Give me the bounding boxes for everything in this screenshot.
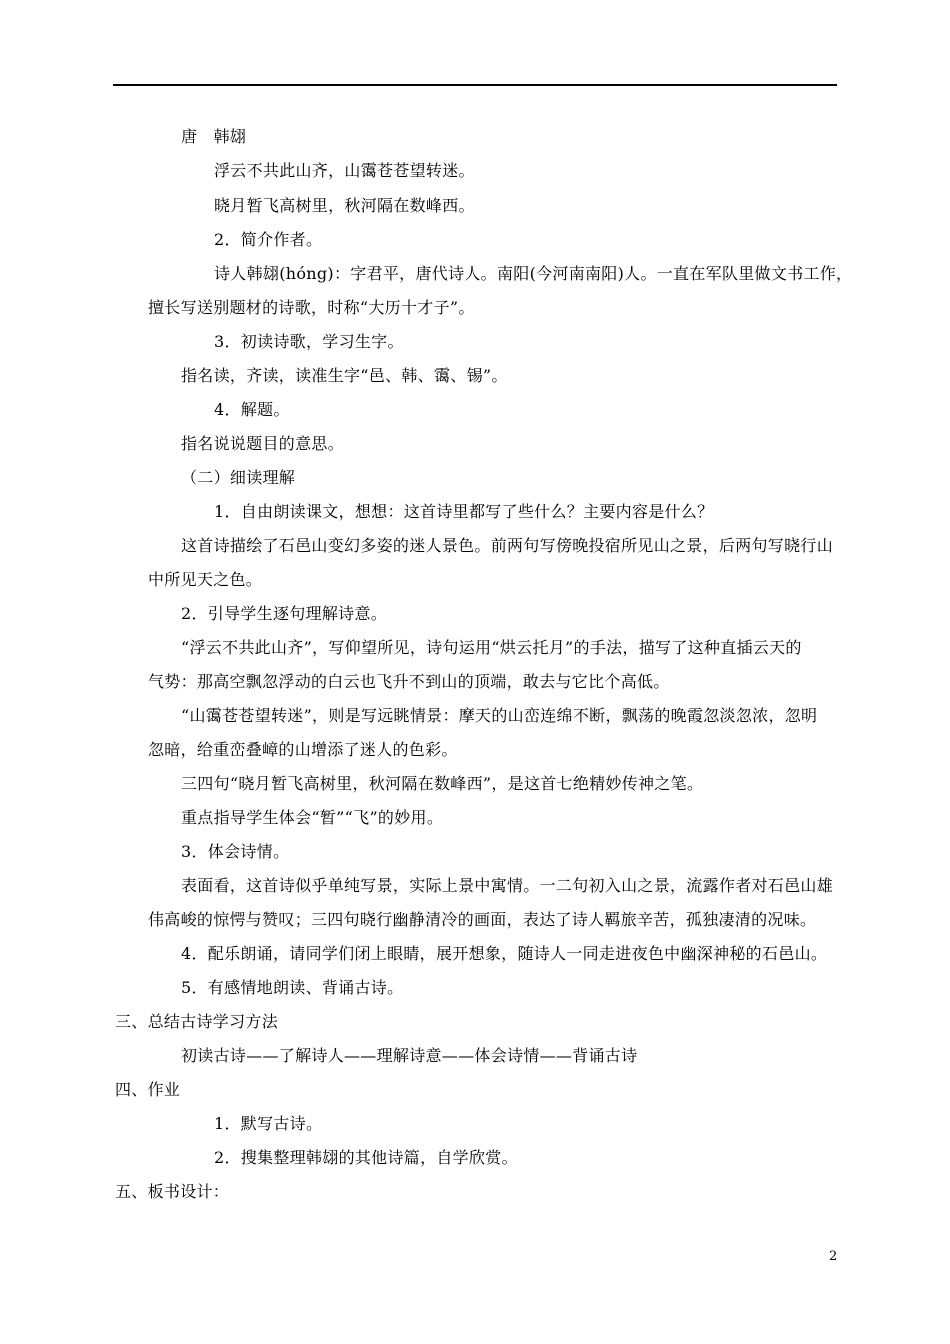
section-heading: （二）细读理解 bbox=[181, 468, 296, 487]
section-heading: 四、作业 bbox=[115, 1080, 181, 1099]
page-number: 2 bbox=[829, 1249, 838, 1264]
poem-author-line: 唐 韩翃 bbox=[181, 127, 247, 146]
paragraph-line: “浮云不共此山齐”，写仰望所见，诗句运用“烘云托月”的手法，描写了这种直插云天的 bbox=[181, 638, 802, 657]
paragraph-line: 指名说说题目的意思。 bbox=[181, 434, 345, 453]
homework-item: 1．默写古诗。 bbox=[214, 1114, 323, 1133]
poem-line-2: 晓月暂飞高树里，秋河隔在数峰西。 bbox=[214, 196, 475, 215]
paragraph-line: 重点指导学生体会“暂”“飞”的妙用。 bbox=[181, 808, 444, 827]
section-heading: 五、板书设计： bbox=[115, 1182, 230, 1201]
paragraph-line: 诗人韩翃(hóng)：字君平，唐代诗人。南阳(今河南南阳)人。一直在军队里做文书工作， bbox=[214, 264, 853, 283]
poem-line-1: 浮云不共此山齐，山霭苍苍望转迷。 bbox=[214, 161, 475, 180]
step-heading: 2．引导学生逐句理解诗意。 bbox=[181, 604, 388, 623]
paragraph-line: 气势：那高空飘忽浮动的白云也飞升不到山的顶端，敢去与它比个高低。 bbox=[148, 672, 670, 691]
step-heading: 3．初读诗歌，学习生字。 bbox=[214, 332, 404, 351]
step-heading: 1．自由朗读课文，想想：这首诗里都写了些什么？主要内容是什么？ bbox=[214, 502, 714, 521]
step-heading: 2．简介作者。 bbox=[214, 230, 323, 249]
paragraph-line: 擅长写送别题材的诗歌，时称“大历十才子”。 bbox=[148, 298, 475, 317]
paragraph-line: 中所见天之色。 bbox=[148, 570, 263, 589]
step-heading: 4．解题。 bbox=[214, 400, 290, 419]
paragraph-line: 指名读，齐读，读准生字“邑、韩、霭、锡”。 bbox=[181, 366, 508, 385]
paragraph-line: 表面看，这首诗似乎单纯写景，实际上景中寓情。一二句初入山之景，流露作者对石邑山雄 bbox=[181, 876, 834, 895]
step-heading: 4．配乐朗诵，请同学们闭上眼睛，展开想象，随诗人一同走进夜色中幽深神秘的石邑山。 bbox=[181, 944, 828, 963]
step-heading: 3．体会诗情。 bbox=[181, 842, 290, 861]
section-heading: 三、总结古诗学习方法 bbox=[115, 1012, 279, 1031]
step-heading: 5．有感情地朗读、背诵古诗。 bbox=[181, 978, 404, 997]
header-rule bbox=[113, 84, 837, 86]
paragraph-line: 伟高峻的惊愕与赞叹；三四句晓行幽静清冷的画面，表达了诗人羁旅辛苦，孤独凄清的况味。 bbox=[148, 910, 817, 929]
paragraph-line: 这首诗描绘了石邑山变幻多姿的迷人景色。前两句写傍晚投宿所见山之景，后两句写晓行山 bbox=[181, 536, 834, 555]
paragraph-line: “山霭苍苍望转迷”，则是写远眺情景：摩天的山峦连绵不断，飘荡的晚霞忽淡忽浓，忽明 bbox=[181, 706, 818, 725]
method-summary: 初读古诗——了解诗人——理解诗意——体会诗情——背诵古诗 bbox=[181, 1046, 638, 1065]
paragraph-line: 三四句“晓月暂飞高树里，秋河隔在数峰西”，是这首七绝精妙传神之笔。 bbox=[181, 774, 704, 793]
homework-item: 2．搜集整理韩翃的其他诗篇，自学欣赏。 bbox=[214, 1148, 518, 1167]
paragraph-line: 忽暗，给重峦叠嶂的山增添了迷人的色彩。 bbox=[148, 740, 458, 759]
